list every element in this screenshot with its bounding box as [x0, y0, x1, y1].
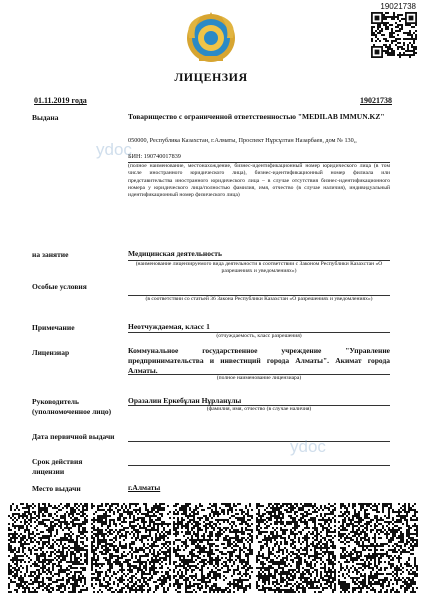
issued-address: 050000, Республика Казахстан, г.Алматы, Проспект Нұрсұлтан Назарбаев, дом № 130,,: [128, 137, 357, 144]
qr-code-3: [173, 503, 253, 593]
head-label-sub: (уполномоченное лицо): [32, 407, 112, 416]
qr-code-top: [371, 12, 417, 58]
note-label: Примечание: [32, 323, 75, 332]
watermark-1: ydoc: [96, 140, 132, 159]
qr-code-4: [256, 503, 336, 593]
license-number: 19021738: [360, 96, 392, 105]
licensor-label: Лицензиар: [32, 348, 70, 357]
qr-code-2: [91, 503, 171, 593]
activity-caption: (наименование лицензируемого вида деятельности в соответствии с Законом Республики Казахстан «О разрешениях и уведомлениях»): [135, 261, 383, 275]
state-emblem-logo: [183, 8, 239, 64]
watermark-2: ydoc: [290, 437, 326, 456]
note-value: Неотчуждаемая, класс 1: [128, 322, 210, 331]
issued-bin: БИН: 190740017839: [128, 153, 181, 160]
note-caption: (отчуждаемость, класс разрешения): [216, 333, 302, 339]
conditions-label: Особые условия: [32, 282, 87, 291]
licensor-value: Коммунальное государственное учреждение "Управление предпринимательства и инвестиций города Алматы". Акимат города Алматы.: [128, 346, 390, 376]
place-value: г.Алматы: [128, 483, 161, 492]
licensor-caption: (полное наименование лицензиара): [216, 375, 302, 381]
head-value: Оразалин Еркебұлан Нұрланұлы: [128, 396, 242, 405]
place-label: Место выдачи: [32, 484, 81, 493]
conditions-caption: (в соответствии со статьей 36 Закона Республики Казахстан «О разрешениях и уведомлениях»): [145, 296, 373, 302]
validity-label-sub: лицензии: [32, 467, 65, 476]
qr-code-5: [338, 503, 418, 593]
validity-label: Срок действия: [32, 457, 83, 466]
document-title: ЛИЦЕНЗИЯ: [174, 70, 248, 84]
issue-date: 01.11.2019 года: [34, 96, 87, 105]
qr-code-strip: [8, 503, 418, 593]
issued-name: Товарищество с ограниченной ответственностью "MEDILAB IMMUN.KZ": [128, 112, 385, 121]
activity-value: Медицинская деятельность: [128, 249, 222, 258]
head-label: Руководитель: [32, 397, 79, 406]
document-number-top: 19021738: [380, 2, 416, 11]
qr-code-1: [8, 503, 88, 593]
head-caption: (фамилия, имя, отчество (в случае наличия): [206, 406, 312, 412]
issued-label: Выдана: [32, 113, 59, 122]
activity-label: на занятие: [32, 250, 69, 259]
first-issue-label: Дата первичной выдачи: [32, 432, 115, 441]
issued-caption: (полное наименование, местонахождение, бизнес-идентификационный номер юридического лица (в том числе иностранного юридического лица), бизнес-идентификационный номер филиала или представительства иностранного юридического лица – в случае отсутствия бизнес-идентификационного номера у юридического лица/полностью фамилия, имя, отчество (в случае наличия), индивидуальный идентификационный номер физического лица): [128, 163, 390, 199]
